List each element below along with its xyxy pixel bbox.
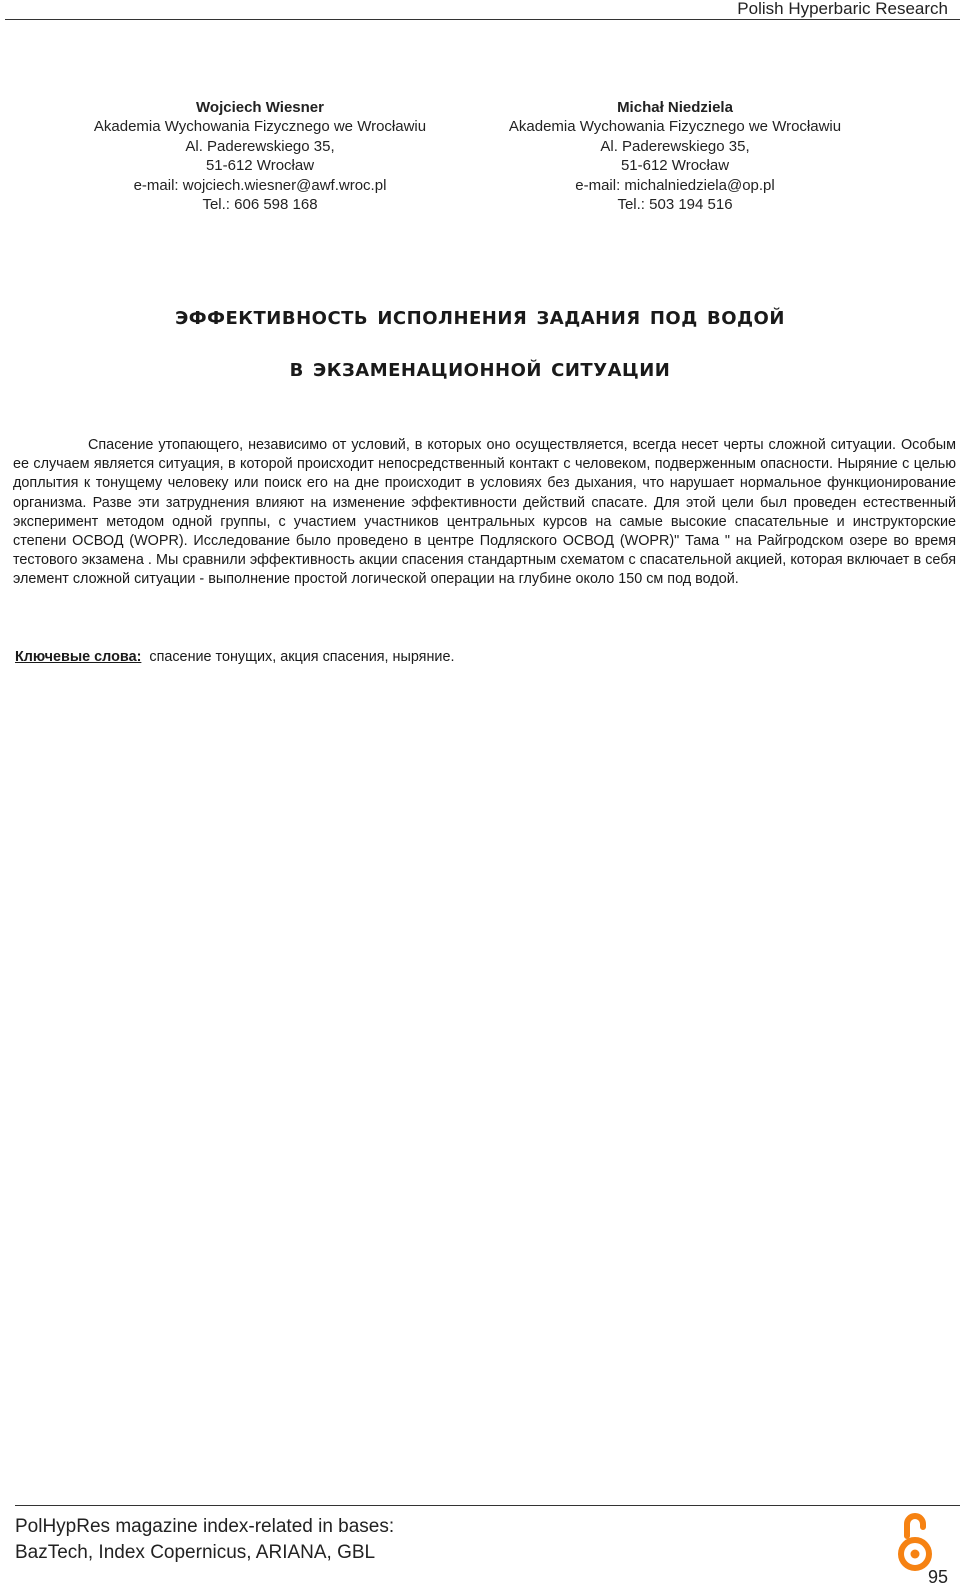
- page-header: [5, 0, 960, 20]
- author-email: e-mail: wojciech.wiesner@awf.wroc.pl: [133, 176, 387, 194]
- page-number: 95: [927, 1567, 948, 1587]
- author-institution: Akademia Wychowania Fizycznego we Wrocławiu: [93, 118, 427, 136]
- author-phone: Tel.: 606 598 168: [202, 196, 318, 214]
- footer-divider: [15, 1505, 960, 1506]
- title-line-1: эффективность исполнения задания под водой: [175, 301, 785, 330]
- author-card: [465, 98, 885, 214]
- index-line-2: BazTech, Index Copernicus, ARIANA, GBL: [15, 1542, 376, 1563]
- title-line-2: в экзаменационной ситуации: [289, 353, 671, 382]
- author-city: 51-612 Wrocław: [620, 157, 730, 175]
- author-city: 51-612 Wrocław: [205, 157, 315, 175]
- author-institution: Akademia Wychowania Fizycznego we Wrocławiu: [508, 118, 842, 136]
- author-name: Wojciech Wiesner: [196, 99, 324, 116]
- keywords-value: спасение тонущих, акция спасения, ныряние.: [149, 649, 455, 665]
- journal-name: Polish Hyperbaric Research: [737, 0, 948, 18]
- author-email: e-mail: michalniedziela@op.pl: [575, 176, 775, 194]
- author-block: [0, 98, 960, 218]
- index-line-1: PolHypRes magazine index-related in bases:: [15, 1516, 395, 1537]
- abstract-text: Спасение утопающего, независимо от условий, в которых оно осуществляется, всегда несет черты сложной ситуации. Особым ее случаем является ситуация, в которой происходит непосредственный контакт с человеком, подверженным опасности. Ныряние с целью доплытия к тонущему человеку или поиск его на дне происходит в условиях без дыхания, что нарушает нормальное функционирование организма. Разве эти затруднения влияют на изменение эффективности действий спасате. Для этой цели был проведен естественный эксперимент методом одной группы, с участием участников центральных курсов на самые высокие спасательные и инструкторские степени ОСВОД (WOPR). Исследование было проведено в центре Подляского ОСВОД (WOPR)" Тама " на Райгродском озере во время тестового экзамена . Мы сравнили эффективность акции спасения стандартным схематом с спасательной акцией, которая включает в себя элемент сложной ситуации - выполнение простой логической операции на глубине около 150 см под водой.: [13, 437, 956, 588]
- article-title: [0, 290, 960, 394]
- author-card: [50, 98, 470, 214]
- keywords-label: Ключевые слова:: [15, 649, 142, 665]
- author-street: Al. Paderewskiego 35,: [600, 137, 750, 155]
- index-info: [15, 1514, 394, 1566]
- author-phone: Tel.: 503 194 516: [617, 196, 733, 214]
- keywords: [15, 649, 454, 665]
- author-name: Michał Niedziela: [617, 99, 733, 116]
- author-street: Al. Paderewskiego 35,: [185, 137, 335, 155]
